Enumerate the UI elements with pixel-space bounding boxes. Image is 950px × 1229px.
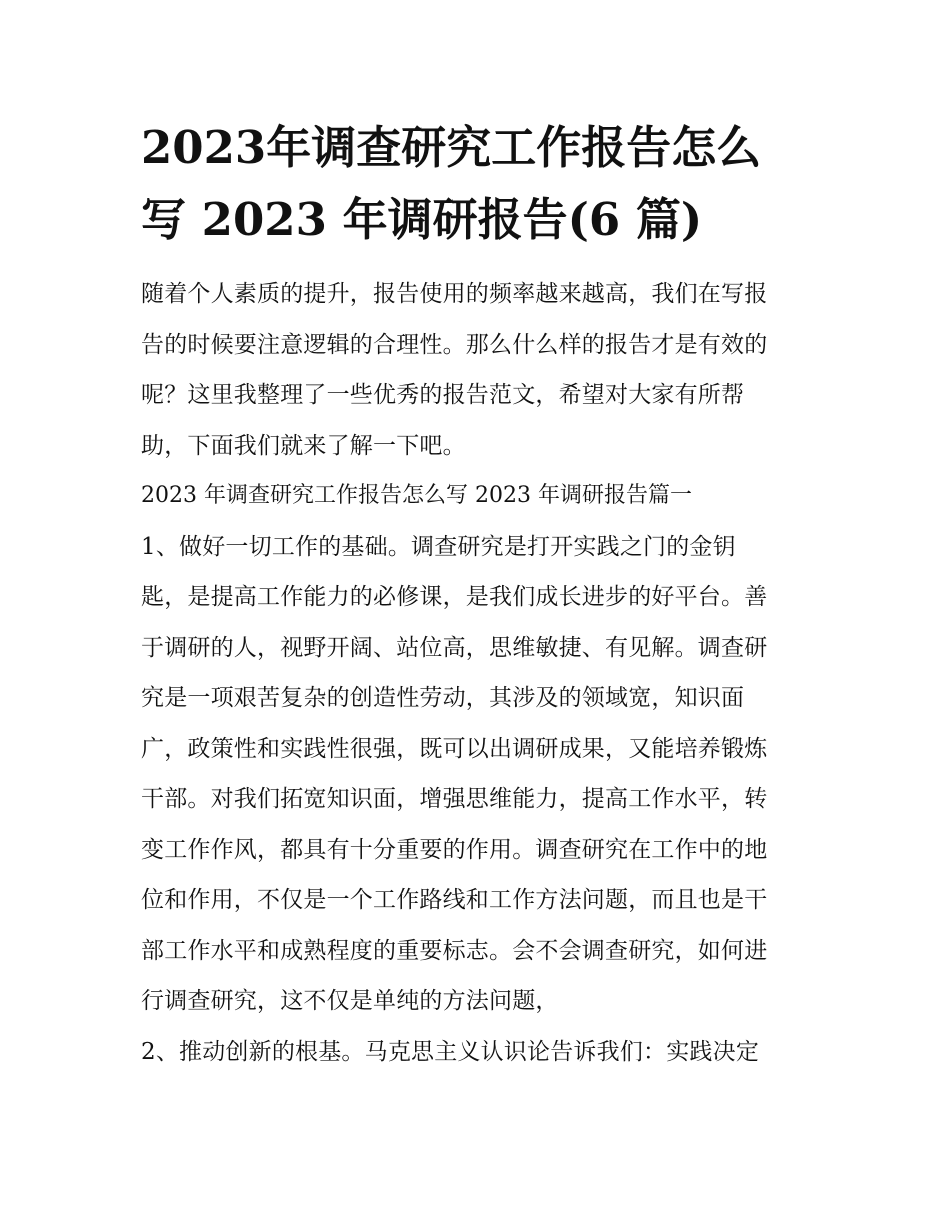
point-1-line-3: 于调研的人，视野开阔、站位高，思维敏捷、有见解。调查研 [141,634,768,661]
point-1-line-5: 广，政策性和实践性很强，既可以出调研成果，又能培养锻炼 [141,735,768,762]
document-title [141,112,813,256]
point-1-line-1: 1、做好一切工作的基础。调查研究是打开实践之门的金钥 [141,533,736,560]
point-2-paragraph [141,1027,813,1078]
point-1-line-2: 匙，是提高工作能力的必修课，是我们成长进步的好平台。善 [141,584,768,610]
point-2-line-1: 2、推动创新的根基。马克思主义认识论告诉我们：实践决定 [141,1038,760,1065]
intro-paragraph [141,269,813,471]
title-line-1: 2023年调查研究工作报告怎么 [141,121,762,174]
document-body [141,269,813,1077]
intro-line-2: 告的时候要注意逻辑的合理性。那么什么样的报告才是有效的 [141,331,768,358]
point-1-line-9: 部工作水平和成熟程度的重要标志。会不会调查研究，如何进 [141,937,768,964]
intro-line-3: 呢？这里我整理了一些优秀的报告范文，希望对大家有所帮 [141,382,745,408]
intro-line-4: 助，下面我们就来了解一下吧。 [141,432,466,459]
intro-line-1: 随着个人素质的提升，报告使用的频率越来越高，我们在写报 [141,281,768,307]
point-1-paragraph [141,522,813,1027]
document-page [141,112,813,1077]
point-1-line-6: 干部。对我们拓宽知识面，增强思维能力，提高工作水平，转 [141,786,768,812]
title-line-2: 写 2023 年调研报告(6 篇) [141,193,703,246]
point-1-line-4: 究是一项艰苦复杂的创造性劳动，其涉及的领域宽，知识面 [141,685,745,711]
point-1-line-7: 变工作作风，都具有十分重要的作用。调查研究在工作中的地 [141,836,768,863]
section-heading: 2023 年调查研究工作报告怎么写 2023 年调研报告篇一 [141,483,692,508]
point-1-line-10: 行调查研究，这不仅是单纯的方法问题， [141,988,559,1014]
point-1-line-8: 位和作用，不仅是一个工作路线和工作方法问题，而且也是干 [141,887,768,913]
